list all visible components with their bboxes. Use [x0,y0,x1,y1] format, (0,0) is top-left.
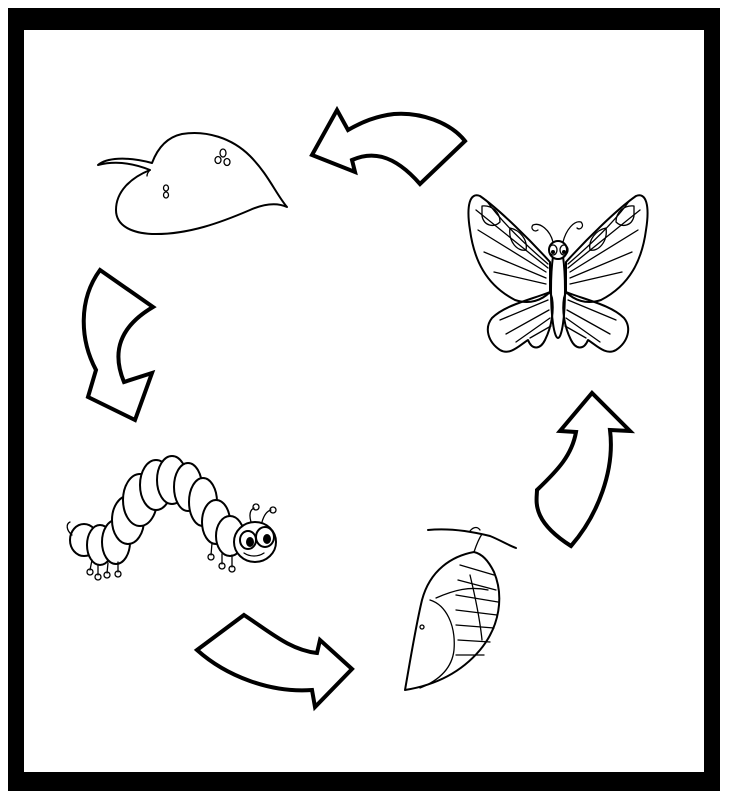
arrow-butterfly-to-leaf [312,110,465,184]
leaf-with-eggs-icon [98,133,287,234]
caterpillar-icon [67,456,276,580]
chrysalis-icon [405,528,516,691]
arrow-leaf-to-caterpillar [84,270,153,420]
arrow-chrysalis-to-butterfly [537,393,630,546]
butterfly-icon [468,195,647,351]
arrow-caterpillar-to-chrysalis [197,615,352,707]
